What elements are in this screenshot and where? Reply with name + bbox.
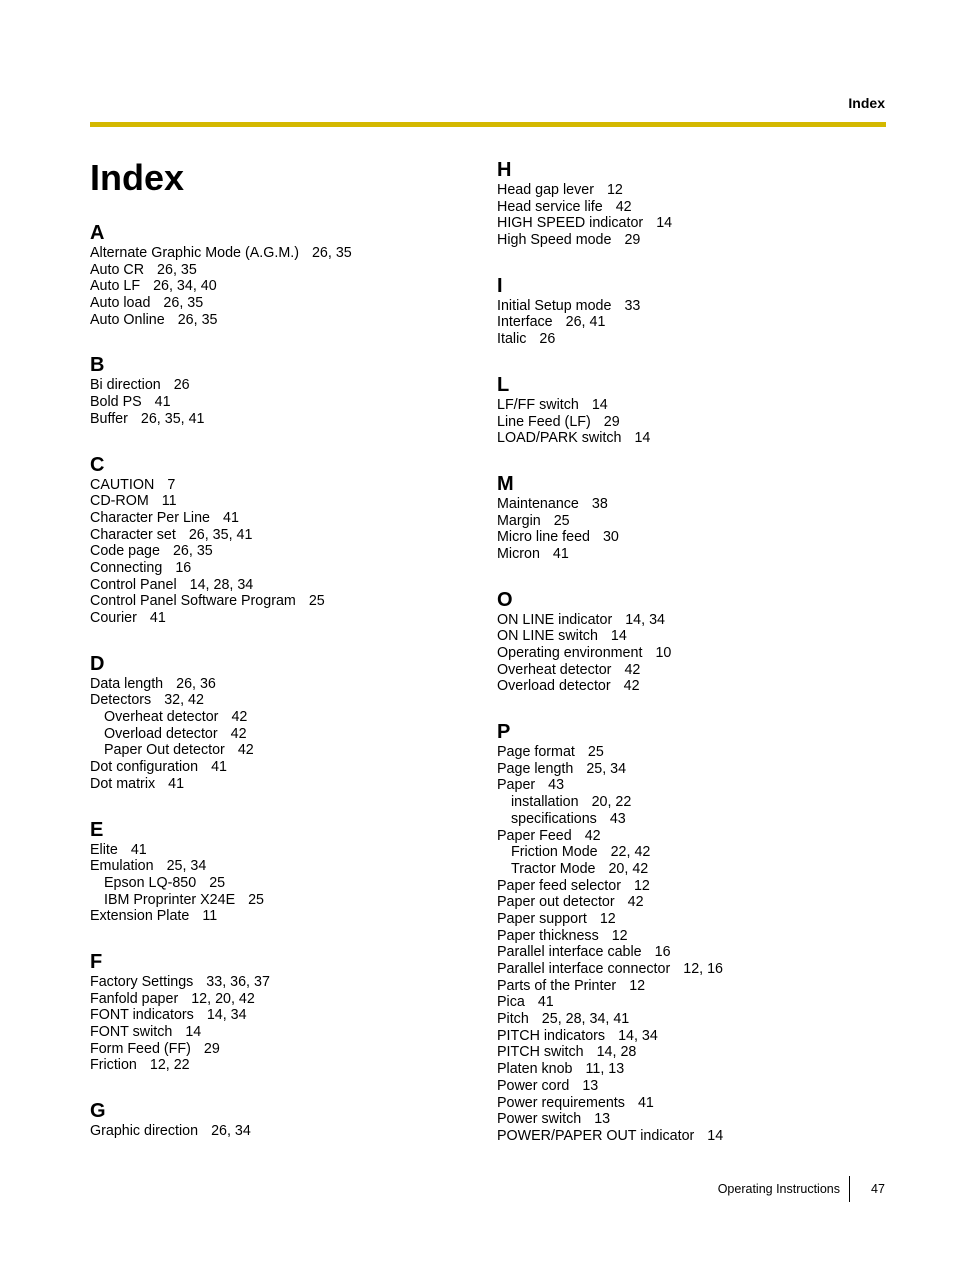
index-term: Overheat detector (497, 661, 612, 678)
index-page-refs: 20, 42 (608, 860, 649, 877)
index-page-refs: 41 (168, 775, 185, 792)
index-entry (90, 312, 470, 329)
index-entry (90, 411, 470, 428)
index-term: Parallel interface connector (497, 961, 671, 977)
index-page-refs: 42 (615, 198, 632, 215)
index-page-refs: 14 (707, 1127, 724, 1144)
index-page-refs: 25 (209, 874, 226, 891)
index-page-refs: 14, 34 (618, 1027, 658, 1044)
section-letter: I (497, 274, 503, 297)
header-rule (90, 122, 886, 127)
index-page-refs: 29 (624, 232, 641, 249)
index-entry (497, 1061, 877, 1078)
index-page-refs: 25 (248, 891, 265, 908)
index-term: PITCH switch (497, 1044, 584, 1061)
index-page-refs: 26, 36 (176, 675, 216, 692)
index-term: IBM Proprinter X24E (104, 891, 236, 908)
index-page-refs: 14 (591, 396, 608, 413)
index-entry (90, 543, 470, 560)
index-page-refs: 30 (602, 529, 619, 546)
index-page-refs: 41 (637, 1094, 654, 1111)
index-section-p (497, 720, 877, 1145)
index-column-right (497, 158, 877, 1170)
index-subentry (90, 875, 470, 892)
section-letter: P (497, 721, 511, 744)
index-page-refs: 29 (603, 413, 620, 430)
index-term: Code page (90, 543, 160, 560)
index-entry (90, 776, 470, 793)
index-entry (90, 245, 470, 262)
index-page-refs: 20, 22 (591, 794, 632, 811)
index-entry (90, 377, 470, 394)
index-entry (497, 199, 877, 216)
index-entry (497, 1095, 877, 1112)
index-page-refs: 26, 34 (211, 1123, 251, 1140)
index-entry (497, 612, 877, 629)
index-column-left (90, 221, 470, 1165)
index-entry (497, 182, 877, 199)
index-entry (497, 1044, 877, 1061)
index-entry (497, 314, 877, 331)
index-page-refs: 25, 28, 34, 41 (541, 1011, 630, 1028)
index-term: Maintenance (497, 495, 579, 512)
index-subentry (497, 844, 877, 861)
index-page-refs: 38 (591, 495, 608, 512)
index-entry (90, 493, 470, 510)
index-term: LF/FF switch (497, 396, 579, 413)
index-page-refs: 32, 42 (164, 692, 204, 709)
index-entry (497, 645, 877, 662)
index-term: Elite (90, 841, 118, 858)
index-term: Line Feed (LF) (497, 413, 591, 430)
index-entry (90, 1024, 470, 1041)
index-page-refs: 12 (629, 977, 646, 994)
index-subentry (90, 742, 470, 759)
index-page-refs: 26 (539, 331, 556, 348)
index-term: Tractor Mode (511, 860, 596, 877)
index-term: Friction (90, 1057, 137, 1074)
index-page-refs: 26, 35 (157, 261, 197, 278)
index-entry (497, 215, 877, 232)
index-page-refs: 26, 35, 41 (140, 410, 205, 427)
index-entry (90, 560, 470, 577)
index-page-refs: 26, 41 (565, 314, 606, 331)
section-letter: F (90, 950, 103, 973)
index-entry (90, 593, 470, 610)
index-entry (90, 295, 470, 312)
index-term: Connecting (90, 559, 163, 576)
index-entry (497, 911, 877, 928)
index-term: Data length (90, 675, 164, 692)
index-entry (90, 262, 470, 279)
index-entry (90, 692, 470, 709)
index-entry (497, 878, 877, 895)
index-term: Friction Mode (511, 844, 598, 861)
index-page-refs: 43 (609, 810, 626, 827)
index-term: Page length (497, 760, 574, 777)
index-subentry (90, 892, 470, 909)
index-term: Overload detector (104, 725, 218, 742)
index-term: FONT indicators (90, 1007, 194, 1024)
index-page-refs: 14 (634, 430, 651, 447)
index-subentry (497, 811, 877, 828)
index-term: Head service life (497, 198, 603, 215)
index-page-refs: 41 (154, 394, 171, 411)
index-term: Interface (497, 314, 553, 331)
index-term: installation (511, 794, 579, 811)
index-entry (497, 662, 877, 679)
index-term: POWER/PAPER OUT indicator (497, 1127, 695, 1144)
index-entry (497, 777, 877, 794)
index-entry (90, 858, 470, 875)
index-term: Fanfold paper (90, 990, 179, 1007)
index-term: specifications (511, 810, 597, 827)
index-entry (497, 761, 877, 778)
index-entry (497, 944, 877, 961)
index-term: Paper support (497, 910, 587, 927)
index-term: Power cord (497, 1077, 570, 1094)
index-entry (90, 1007, 470, 1024)
index-section-f (90, 950, 470, 1074)
index-term: Emulation (90, 858, 154, 875)
index-entry (90, 278, 470, 295)
index-page-refs: 26, 34, 40 (153, 278, 217, 295)
index-page-refs: 13 (582, 1077, 599, 1094)
index-page-refs: 12, 20, 42 (191, 990, 255, 1007)
index-term: Platen knob (497, 1061, 573, 1078)
footer-divider (849, 1176, 850, 1202)
index-page-refs: 12 (611, 927, 628, 944)
index-entry (497, 994, 877, 1011)
index-term: Operating environment (497, 645, 643, 661)
index-entry (497, 298, 877, 315)
index-page-refs: 26, 35, 41 (188, 526, 253, 543)
index-page-refs: 13 (594, 1111, 611, 1128)
page-number: 47 (871, 1182, 885, 1196)
index-term: Bold PS (90, 394, 142, 411)
index-entry (497, 628, 877, 645)
section-letter: L (497, 373, 510, 396)
index-entry (90, 394, 470, 411)
index-entry (497, 894, 877, 911)
index-entry (90, 510, 470, 527)
index-term: LOAD/PARK switch (497, 430, 622, 447)
index-term: ON LINE switch (497, 628, 598, 645)
index-term: Dot configuration (90, 759, 199, 776)
index-page-refs: 11, 13 (585, 1061, 625, 1078)
index-entry (90, 759, 470, 776)
index-page-refs: 26, 35 (311, 245, 352, 261)
index-page-refs: 12, 16 (683, 961, 723, 977)
index-term: Courier (90, 610, 137, 626)
index-section-i (497, 274, 877, 348)
index-term: PITCH indicators (497, 1027, 606, 1044)
index-page-refs: 26, 35 (177, 311, 218, 328)
index-section-a (90, 221, 470, 328)
page-title: Index (90, 157, 185, 198)
index-entry (497, 1111, 877, 1128)
index-entry (497, 828, 877, 845)
index-page-refs: 14, 28, 34 (189, 576, 254, 593)
index-term: Paper (497, 777, 536, 794)
index-entry (497, 978, 877, 995)
index-term: Page format (497, 744, 575, 761)
index-subentry (90, 709, 470, 726)
index-page-refs: 26 (173, 377, 190, 394)
index-term: Form Feed (FF) (90, 1040, 191, 1057)
index-section-l (497, 373, 877, 447)
index-page-refs: 25 (553, 512, 570, 529)
index-page-refs: 7 (167, 476, 176, 493)
index-term: Power requirements (497, 1094, 625, 1111)
index-term: Head gap lever (497, 182, 594, 198)
index-page-refs: 33, 36, 37 (206, 973, 270, 990)
index-page-refs: 25 (587, 744, 604, 761)
index-entry (90, 1123, 470, 1140)
index-page-refs: 12 (599, 910, 616, 927)
index-page-refs: 42 (627, 894, 644, 911)
index-page-refs: 41 (537, 994, 554, 1011)
index-page-refs: 41 (149, 610, 166, 626)
index-term: Alternate Graphic Mode (A.G.M.) (90, 245, 299, 261)
index-term: Paper Feed (497, 827, 572, 844)
index-page-refs: 41 (552, 545, 569, 562)
index-section-g (90, 1099, 470, 1140)
index-term: HIGH SPEED indicator (497, 215, 644, 232)
section-letter: M (497, 472, 514, 495)
index-term: Paper thickness (497, 927, 599, 944)
index-page-refs: 41 (223, 509, 239, 526)
index-entry (497, 414, 877, 431)
index-page-refs: 12 (633, 877, 650, 894)
index-page-refs: 22, 42 (610, 844, 651, 861)
index-entry (90, 676, 470, 693)
index-entry (90, 991, 470, 1008)
index-entry (90, 1041, 470, 1058)
index-entry (497, 232, 877, 249)
index-page-refs: 14, 28 (596, 1044, 637, 1061)
section-letter: G (90, 1100, 106, 1123)
index-term: Auto LF (90, 278, 141, 295)
index-entry (90, 842, 470, 859)
index-page-refs: 33 (624, 297, 641, 314)
page-footer (0, 1176, 954, 1204)
index-term: Auto Online (90, 311, 165, 328)
index-term: Margin (497, 512, 541, 529)
index-page-refs: 42 (584, 827, 601, 844)
index-term: Auto load (90, 295, 151, 312)
index-page-refs: 29 (203, 1040, 220, 1057)
index-page-refs: 10 (655, 645, 672, 661)
index-page-refs: 43 (548, 777, 565, 794)
index-page-refs: 25, 34 (586, 760, 627, 777)
index-term: FONT switch (90, 1024, 173, 1040)
section-letter: B (90, 354, 105, 377)
index-page-refs: 25, 34 (166, 858, 207, 875)
index-term: Micro line feed (497, 529, 590, 546)
index-term: Paper out detector (497, 894, 615, 911)
section-letter: A (90, 222, 105, 244)
index-page-refs: 12, 22 (149, 1057, 190, 1074)
index-entry (497, 961, 877, 978)
index-entry (90, 610, 470, 627)
index-term: Factory Settings (90, 973, 194, 990)
index-term: Bi direction (90, 377, 161, 394)
index-entry (497, 928, 877, 945)
index-subentry (497, 794, 877, 811)
index-term: Epson LQ-850 (104, 874, 197, 891)
index-term: ON LINE indicator (497, 611, 613, 628)
index-term: CAUTION (90, 476, 155, 493)
section-letter: O (497, 588, 513, 611)
footer-doc-name: Operating Instructions (717, 1182, 840, 1196)
index-page-refs: 14 (185, 1024, 202, 1040)
running-header: Index (848, 95, 885, 111)
index-page-refs: 42 (624, 661, 641, 678)
index-page-refs: 25 (308, 593, 325, 610)
index-page-refs: 11 (202, 908, 218, 925)
index-section-c (90, 453, 470, 627)
index-term: Extension Plate (90, 908, 190, 925)
index-term: Character Per Line (90, 509, 210, 526)
index-term: Overload detector (497, 678, 611, 695)
index-entry (497, 744, 877, 761)
index-section-e (90, 818, 470, 925)
index-entry (497, 546, 877, 563)
section-letter: C (90, 453, 105, 476)
index-page-refs: 26, 35 (163, 295, 204, 312)
index-term: Pica (497, 994, 525, 1011)
index-section-h (497, 158, 877, 249)
index-entry (497, 1011, 877, 1028)
index-page-refs: 14 (656, 215, 673, 232)
index-page-refs: 42 (231, 709, 248, 726)
index-entry (497, 1028, 877, 1045)
index-term: Power switch (497, 1111, 582, 1128)
index-entry (90, 527, 470, 544)
index-subentry (90, 726, 470, 743)
index-section-d (90, 652, 470, 793)
index-term: Detectors (90, 692, 152, 709)
index-section-b (90, 353, 470, 427)
index-term: Paper Out detector (104, 742, 225, 759)
index-term: Parts of the Printer (497, 977, 617, 994)
index-entry (497, 331, 877, 348)
index-term: Micron (497, 545, 540, 562)
index-term: Dot matrix (90, 775, 156, 792)
index-term: Italic (497, 331, 527, 348)
index-term: Control Panel (90, 576, 177, 593)
index-page-refs: 16 (175, 559, 192, 576)
index-term: CD-ROM (90, 493, 149, 510)
index-entry (90, 477, 470, 494)
index-page-refs: 42 (237, 742, 254, 759)
index-page-refs: 14, 34 (206, 1007, 247, 1024)
index-page-refs: 42 (623, 678, 640, 695)
index-page-refs: 14 (610, 628, 627, 645)
index-term: Initial Setup mode (497, 297, 612, 314)
index-page-refs: 11 (161, 493, 177, 510)
index-entry (497, 529, 877, 546)
index-entry (90, 1057, 470, 1074)
index-term: Auto CR (90, 261, 145, 278)
index-page-refs: 26, 35 (172, 543, 213, 560)
index-entry (497, 1078, 877, 1095)
index-term: High Speed mode (497, 232, 612, 249)
index-page-refs: 12 (606, 182, 623, 198)
index-term: Control Panel Software Program (90, 593, 296, 610)
index-entry (90, 577, 470, 594)
index-page-refs: 41 (130, 841, 147, 858)
index-entry (497, 678, 877, 695)
index-entry (90, 974, 470, 991)
index-entry (497, 513, 877, 530)
index-term: Overheat detector (104, 709, 219, 726)
index-term: Graphic direction (90, 1123, 199, 1140)
index-term: Paper feed selector (497, 877, 621, 894)
index-term: Pitch (497, 1011, 529, 1028)
index-term: Parallel interface cable (497, 944, 642, 961)
index-section-m (497, 472, 877, 563)
index-page-refs: 41 (211, 759, 227, 776)
index-term: Character set (90, 526, 176, 543)
index-entry (497, 496, 877, 513)
index-page-refs: 14, 34 (625, 611, 665, 628)
index-entry (90, 908, 470, 925)
index-entry (497, 397, 877, 414)
section-letter: E (90, 818, 104, 841)
index-section-o (497, 588, 877, 695)
section-letter: H (497, 159, 512, 181)
index-term: Buffer (90, 410, 128, 427)
index-page-refs: 16 (654, 944, 671, 961)
section-letter: D (90, 652, 105, 675)
index-entry (497, 1128, 877, 1145)
index-page-refs: 42 (230, 725, 247, 742)
index-subentry (497, 861, 877, 878)
index-entry (497, 430, 877, 447)
